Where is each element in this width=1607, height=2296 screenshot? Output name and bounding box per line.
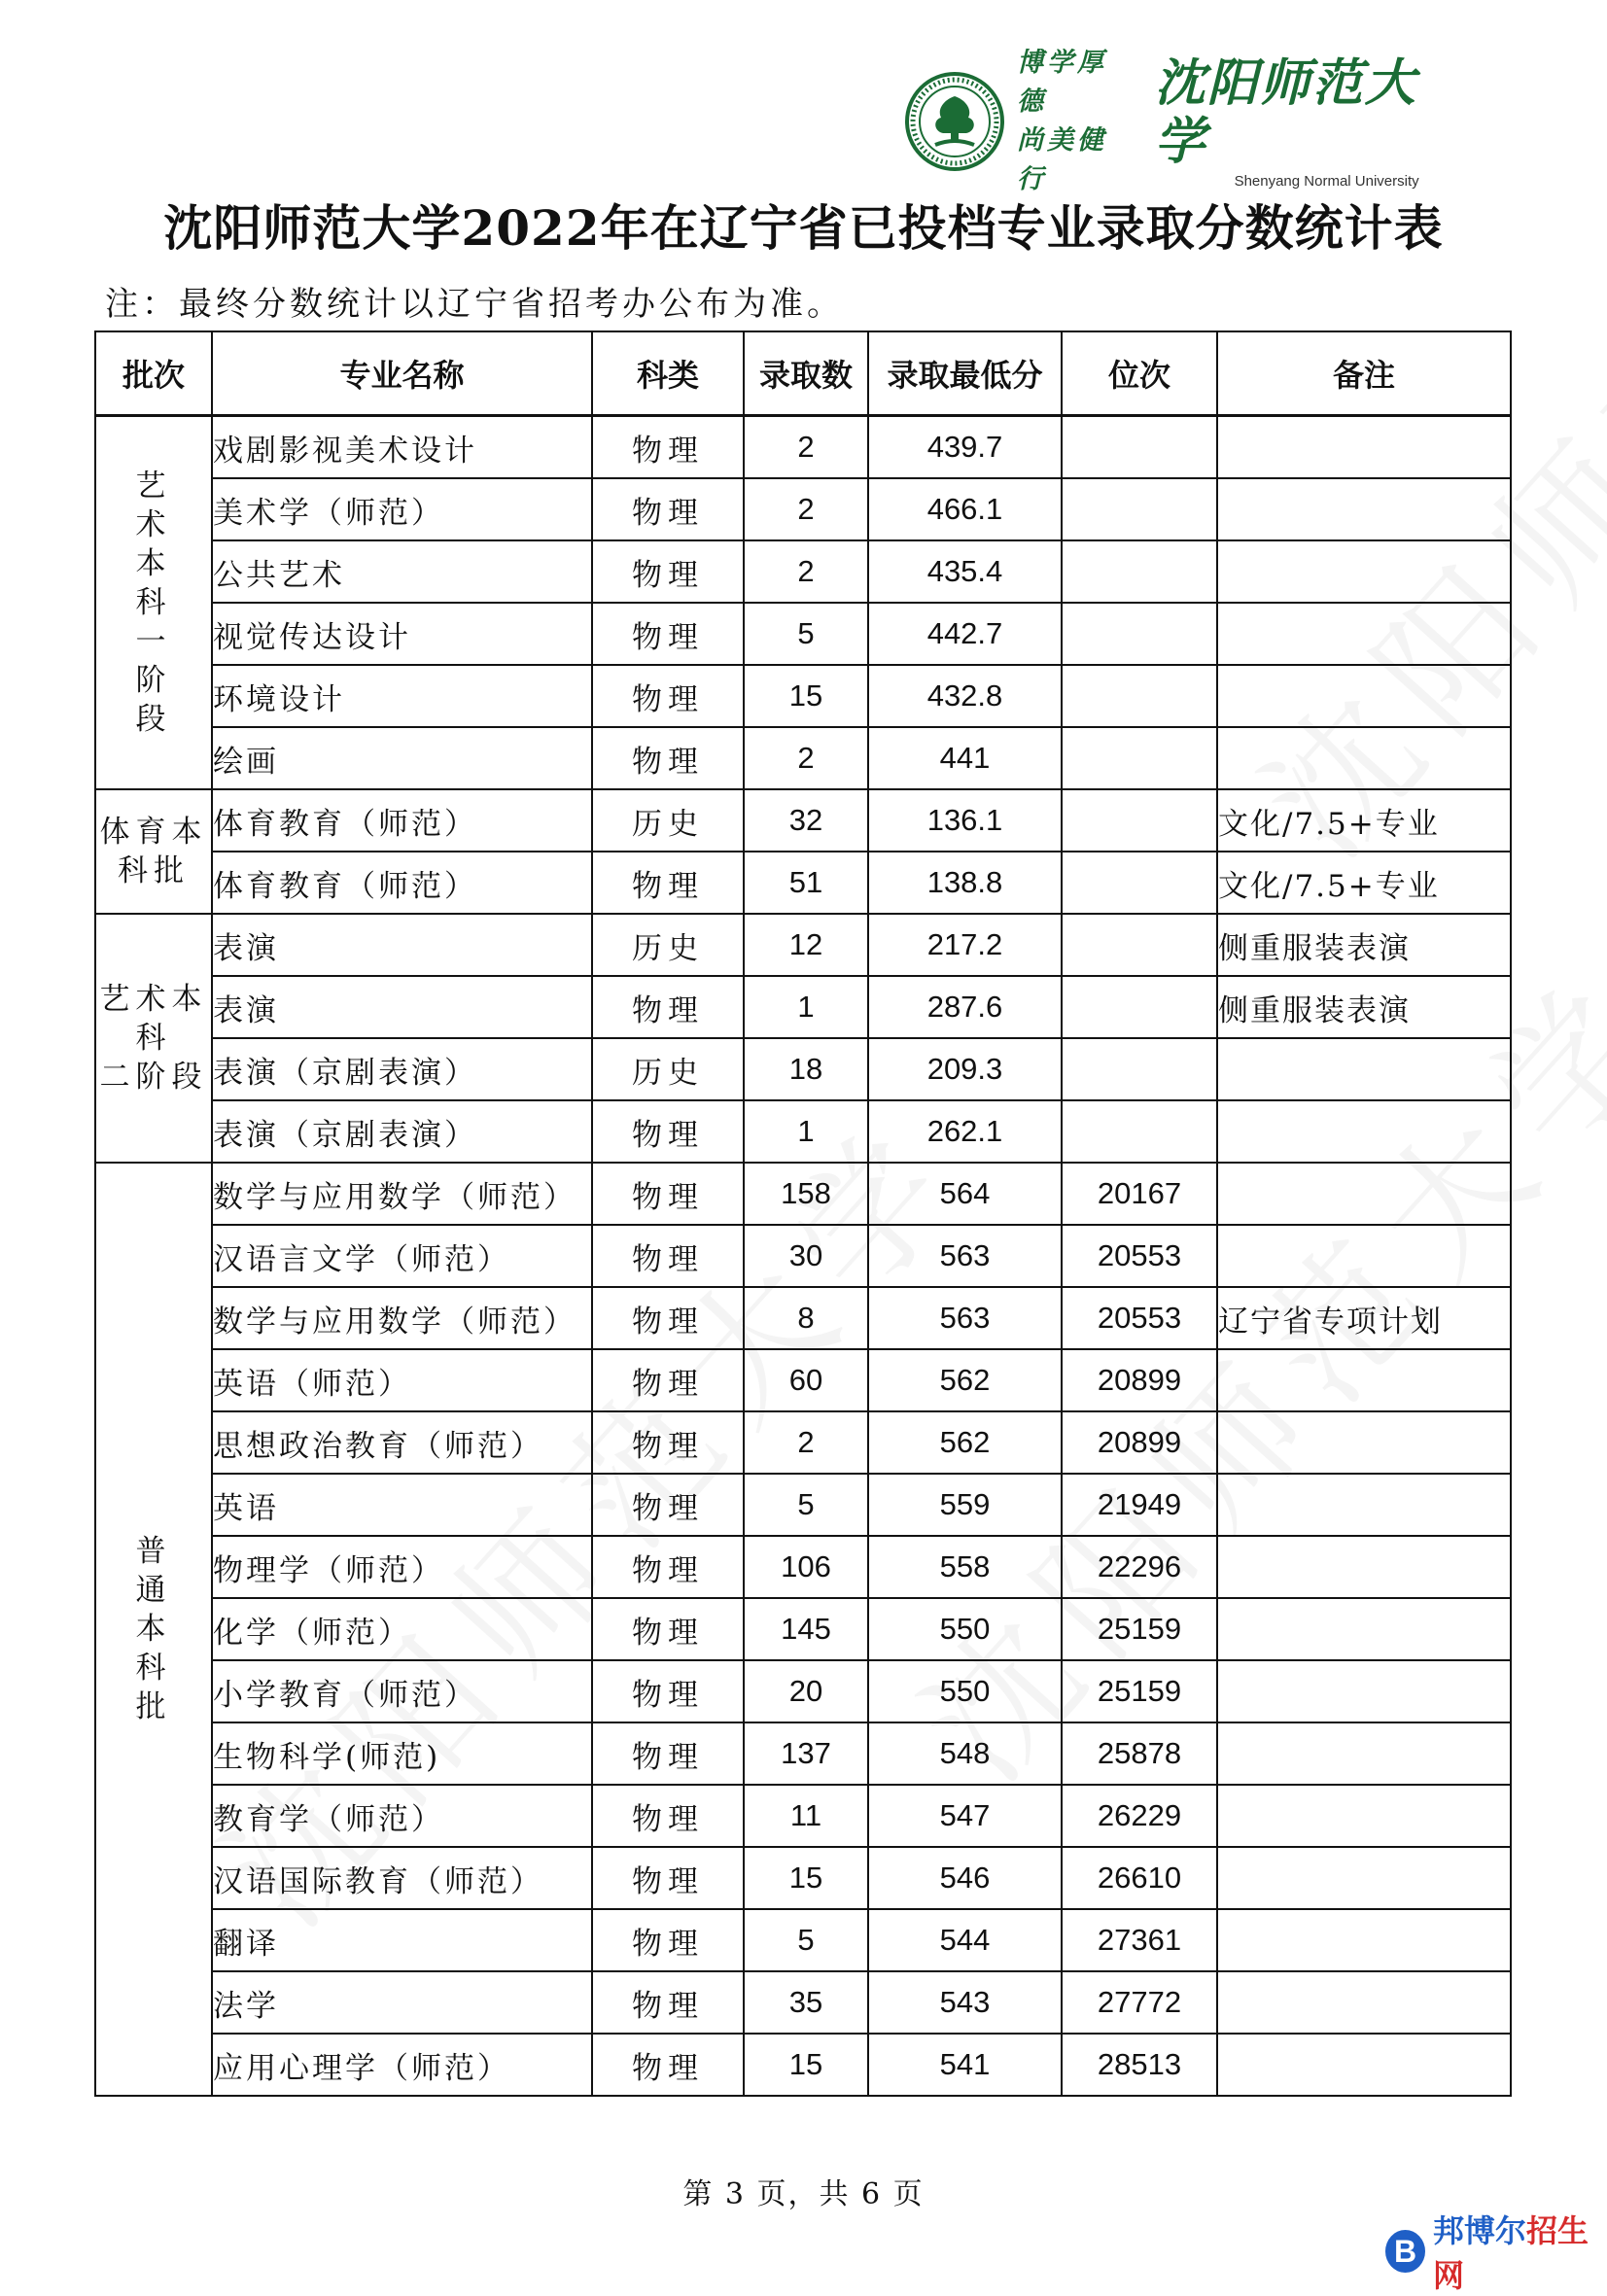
major-cell: 表演（京剧表演）	[212, 1038, 592, 1100]
subject-cell: 物理	[592, 416, 744, 479]
min-score-cell: 287.6	[868, 976, 1062, 1038]
rank-cell: 28513	[1062, 2034, 1217, 2096]
table-row	[95, 1598, 1511, 1660]
major-cell: 汉语国际教育（师范）	[212, 1847, 592, 1909]
major-cell: 生物科学(师范)	[212, 1722, 592, 1785]
remark-cell	[1217, 416, 1511, 479]
min-score-cell: 439.7	[868, 416, 1062, 479]
major-cell: 数学与应用数学（师范）	[212, 1163, 592, 1225]
header-rank: 位次	[1062, 331, 1217, 416]
count-cell: 15	[744, 665, 868, 727]
major-cell: 绘画	[212, 727, 592, 789]
min-score-cell: 547	[868, 1785, 1062, 1847]
rank-cell: 20553	[1062, 1225, 1217, 1287]
major-cell: 小学教育（师范）	[212, 1660, 592, 1722]
rank-cell: 26229	[1062, 1785, 1217, 1847]
major-cell: 戏剧影视美术设计	[212, 416, 592, 479]
major-cell: 美术学（师范）	[212, 478, 592, 540]
document-title: 沈阳师范大学2022年在辽宁省已投档专业录取分数统计表	[163, 199, 1444, 257]
note: 注：最终分数统计以辽宁省招考办公布为准。	[105, 285, 844, 324]
min-score-cell: 550	[868, 1598, 1062, 1660]
remark-cell	[1217, 478, 1511, 540]
min-score-cell: 564	[868, 1163, 1062, 1225]
remark-cell	[1217, 1536, 1511, 1598]
count-cell: 5	[744, 603, 868, 665]
table-row	[95, 1474, 1511, 1536]
remark-cell	[1217, 1909, 1511, 1971]
table-row	[95, 1100, 1511, 1163]
batch-cell	[95, 789, 212, 914]
remark-cell: 文化/7.5+专业	[1217, 852, 1511, 914]
subject-cell: 物理	[592, 1598, 744, 1660]
remark-cell	[1217, 1411, 1511, 1474]
count-cell: 15	[744, 2034, 868, 2096]
major-cell: 体育教育（师范）	[212, 789, 592, 852]
count-cell: 5	[744, 1474, 868, 1536]
subject-cell: 物理	[592, 478, 744, 540]
major-cell: 物理学（师范）	[212, 1536, 592, 1598]
subject-cell: 物理	[592, 540, 744, 603]
remark-cell	[1217, 1598, 1511, 1660]
page-number: 第 3 页，共 6 页	[682, 2177, 925, 2211]
university-brand	[1155, 54, 1458, 190]
major-cell: 环境设计	[212, 665, 592, 727]
table-header-row	[95, 331, 1511, 416]
subject-cell: 物理	[592, 727, 744, 789]
header-remark: 备注	[1217, 331, 1511, 416]
rank-cell	[1062, 789, 1217, 852]
header-count: 录取数	[744, 331, 868, 416]
count-cell: 15	[744, 1847, 868, 1909]
remark-cell	[1217, 603, 1511, 665]
site-watermark	[1385, 2207, 1607, 2296]
min-score-cell: 558	[868, 1536, 1062, 1598]
table-row	[95, 1349, 1511, 1411]
major-cell: 视觉传达设计	[212, 603, 592, 665]
major-cell: 表演（京剧表演）	[212, 1100, 592, 1163]
batch-label: 艺术本科 二阶段	[99, 982, 208, 1095]
rank-cell: 27361	[1062, 1909, 1217, 1971]
table-row	[95, 852, 1511, 914]
table-row	[95, 727, 1511, 789]
rank-cell: 20899	[1062, 1349, 1217, 1411]
rank-cell: 25878	[1062, 1722, 1217, 1785]
rank-cell: 25159	[1062, 1598, 1217, 1660]
table-row	[95, 540, 1511, 603]
subject-cell: 物理	[592, 1411, 744, 1474]
min-score-cell: 209.3	[868, 1038, 1062, 1100]
min-score-cell: 138.8	[868, 852, 1062, 914]
table-row	[95, 1847, 1511, 1909]
remark-cell	[1217, 1660, 1511, 1722]
subject-cell: 物理	[592, 976, 744, 1038]
major-cell: 应用心理学（师范）	[212, 2034, 592, 2096]
major-cell: 英语	[212, 1474, 592, 1536]
count-cell: 11	[744, 1785, 868, 1847]
table-row	[95, 976, 1511, 1038]
min-score-cell: 442.7	[868, 603, 1062, 665]
subject-cell: 物理	[592, 1785, 744, 1847]
count-cell: 8	[744, 1287, 868, 1349]
remark-cell: 侧重服装表演	[1217, 914, 1511, 976]
table-row	[95, 1660, 1511, 1722]
count-cell: 2	[744, 540, 868, 603]
table-row	[95, 1909, 1511, 1971]
min-score-cell: 435.4	[868, 540, 1062, 603]
site-logo-icon: B	[1385, 2230, 1425, 2273]
batch-label: 体育本 科批	[99, 815, 208, 888]
major-cell: 法学	[212, 1971, 592, 2034]
subject-cell: 物理	[592, 1722, 744, 1785]
subject-cell: 物理	[592, 1349, 744, 1411]
min-score-cell: 563	[868, 1225, 1062, 1287]
rank-cell	[1062, 1100, 1217, 1163]
admission-score-table	[94, 330, 1512, 2097]
major-cell: 体育教育（师范）	[212, 852, 592, 914]
table-row	[95, 1163, 1511, 1225]
count-cell: 2	[744, 1411, 868, 1474]
remark-cell	[1217, 1038, 1511, 1100]
rank-cell	[1062, 665, 1217, 727]
subject-cell: 物理	[592, 1909, 744, 1971]
subject-cell: 历史	[592, 789, 744, 852]
table-row	[95, 914, 1511, 976]
table-row	[95, 1225, 1511, 1287]
remark-cell	[1217, 540, 1511, 603]
rank-cell: 27772	[1062, 1971, 1217, 2034]
count-cell: 35	[744, 1971, 868, 2034]
major-cell: 思想政治教育（师范）	[212, 1411, 592, 1474]
subject-cell: 物理	[592, 852, 744, 914]
university-name-en: Shenyang Normal University	[1234, 172, 1419, 190]
major-cell: 表演	[212, 914, 592, 976]
batch-cell	[95, 914, 212, 1163]
table-row	[95, 1038, 1511, 1100]
min-score-cell: 548	[868, 1722, 1062, 1785]
batch-cell	[95, 1163, 212, 2096]
rank-cell: 25159	[1062, 1660, 1217, 1722]
subject-cell: 物理	[592, 1163, 744, 1225]
subject-cell: 物理	[592, 2034, 744, 2096]
major-cell: 表演	[212, 976, 592, 1038]
header-subject: 科类	[592, 331, 744, 416]
min-score-cell: 262.1	[868, 1100, 1062, 1163]
rank-cell: 20167	[1062, 1163, 1217, 1225]
header-batch: 批次	[95, 331, 212, 416]
university-logo	[904, 48, 1458, 194]
site-name-part: 招生网	[1433, 2212, 1590, 2294]
major-cell: 公共艺术	[212, 540, 592, 603]
major-cell: 英语（师范）	[212, 1349, 592, 1411]
rank-cell	[1062, 727, 1217, 789]
rank-cell	[1062, 914, 1217, 976]
university-seal-icon	[904, 71, 1005, 172]
table-row	[95, 416, 1511, 479]
motto-line: 博学厚德	[1017, 48, 1107, 117]
remark-cell	[1217, 1722, 1511, 1785]
count-cell: 2	[744, 416, 868, 479]
table-body	[95, 416, 1511, 2097]
rank-cell	[1062, 976, 1217, 1038]
count-cell: 2	[744, 727, 868, 789]
min-score-cell: 466.1	[868, 478, 1062, 540]
batch-cell	[95, 416, 212, 790]
rank-cell: 26610	[1062, 1847, 1217, 1909]
count-cell: 30	[744, 1225, 868, 1287]
min-score-cell: 432.8	[868, 665, 1062, 727]
motto-line: 尚美健行	[1017, 125, 1107, 194]
university-motto	[1017, 44, 1134, 199]
subject-cell: 物理	[592, 1287, 744, 1349]
min-score-cell: 543	[868, 1971, 1062, 2034]
rank-cell	[1062, 852, 1217, 914]
count-cell: 1	[744, 976, 868, 1038]
rank-cell: 21949	[1062, 1474, 1217, 1536]
min-score-cell: 544	[868, 1909, 1062, 1971]
major-cell: 数学与应用数学（师范）	[212, 1287, 592, 1349]
remark-cell	[1217, 1474, 1511, 1536]
table-row	[95, 789, 1511, 852]
major-cell: 化学（师范）	[212, 1598, 592, 1660]
subject-cell: 历史	[592, 1038, 744, 1100]
table-row	[95, 665, 1511, 727]
header-min-score: 录取最低分	[868, 331, 1062, 416]
subject-cell: 物理	[592, 1971, 744, 2034]
rank-cell	[1062, 540, 1217, 603]
subject-cell: 物理	[592, 1225, 744, 1287]
batch-label: 普 通 本 科 批	[135, 1534, 172, 1724]
min-score-cell: 546	[868, 1847, 1062, 1909]
remark-cell	[1217, 1785, 1511, 1847]
rank-cell	[1062, 478, 1217, 540]
count-cell: 1	[744, 1100, 868, 1163]
remark-cell	[1217, 2034, 1511, 2096]
site-name-part: 邦博尔	[1433, 2212, 1527, 2249]
remark-cell	[1217, 1971, 1511, 2034]
major-cell: 汉语言文学（师范）	[212, 1225, 592, 1287]
remark-cell	[1217, 1163, 1511, 1225]
count-cell: 32	[744, 789, 868, 852]
major-cell: 翻译	[212, 1909, 592, 1971]
subject-cell: 物理	[592, 1847, 744, 1909]
min-score-cell: 136.1	[868, 789, 1062, 852]
table-row	[95, 1971, 1511, 2034]
site-name	[1433, 2207, 1607, 2296]
header-major: 专业名称	[212, 331, 592, 416]
table-row	[95, 1722, 1511, 1785]
count-cell: 20	[744, 1660, 868, 1722]
table-row	[95, 478, 1511, 540]
subject-cell: 物理	[592, 1100, 744, 1163]
count-cell: 18	[744, 1038, 868, 1100]
count-cell: 137	[744, 1722, 868, 1785]
rank-cell	[1062, 1038, 1217, 1100]
table-row	[95, 2034, 1511, 2096]
remark-cell	[1217, 1100, 1511, 1163]
count-cell: 158	[744, 1163, 868, 1225]
subject-cell: 历史	[592, 914, 744, 976]
remark-cell: 文化/7.5+专业	[1217, 789, 1511, 852]
batch-label: 艺 术 本 科 一 阶 段	[135, 469, 172, 737]
count-cell: 2	[744, 478, 868, 540]
rank-cell	[1062, 603, 1217, 665]
subject-cell: 物理	[592, 665, 744, 727]
count-cell: 5	[744, 1909, 868, 1971]
remark-cell: 辽宁省专项计划	[1217, 1287, 1511, 1349]
min-score-cell: 217.2	[868, 914, 1062, 976]
count-cell: 51	[744, 852, 868, 914]
rank-cell: 20553	[1062, 1287, 1217, 1349]
min-score-cell: 559	[868, 1474, 1062, 1536]
table-row	[95, 1287, 1511, 1349]
subject-cell: 物理	[592, 1474, 744, 1536]
subject-cell: 物理	[592, 1536, 744, 1598]
count-cell: 106	[744, 1536, 868, 1598]
major-cell: 教育学（师范）	[212, 1785, 592, 1847]
rank-cell: 22296	[1062, 1536, 1217, 1598]
rank-cell: 20899	[1062, 1411, 1217, 1474]
min-score-cell: 562	[868, 1349, 1062, 1411]
remark-cell: 侧重服装表演	[1217, 976, 1511, 1038]
rank-cell	[1062, 416, 1217, 479]
table-row	[95, 1536, 1511, 1598]
subject-cell: 物理	[592, 603, 744, 665]
count-cell: 145	[744, 1598, 868, 1660]
min-score-cell: 563	[868, 1287, 1062, 1349]
count-cell: 60	[744, 1349, 868, 1411]
min-score-cell: 550	[868, 1660, 1062, 1722]
min-score-cell: 562	[868, 1411, 1062, 1474]
remark-cell	[1217, 1847, 1511, 1909]
min-score-cell: 541	[868, 2034, 1062, 2096]
remark-cell	[1217, 1349, 1511, 1411]
university-name-cn: 沈阳师范大学	[1154, 52, 1417, 171]
min-score-cell: 441	[868, 727, 1062, 789]
table-row	[95, 603, 1511, 665]
remark-cell	[1217, 1225, 1511, 1287]
count-cell: 12	[744, 914, 868, 976]
remark-cell	[1217, 727, 1511, 789]
table-row	[95, 1785, 1511, 1847]
table-row	[95, 1411, 1511, 1474]
subject-cell: 物理	[592, 1660, 744, 1722]
remark-cell	[1217, 665, 1511, 727]
